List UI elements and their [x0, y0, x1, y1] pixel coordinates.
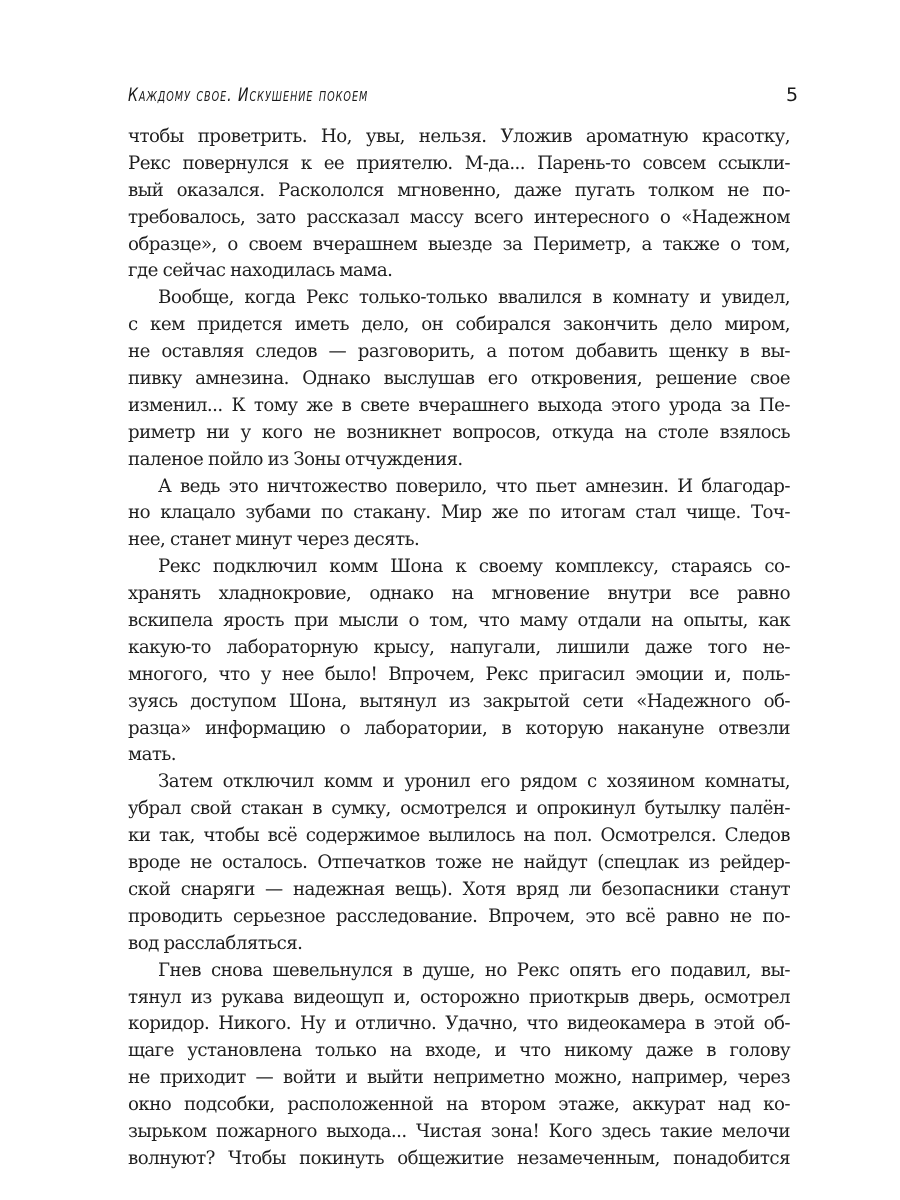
- text-line-content: мать.: [128, 744, 176, 766]
- text-line-content: многого, что у нее было! Впрочем, Рекс пригасил эмоции и, поль-: [128, 663, 790, 685]
- text-line-content: Гнев снова шевельнулся в душе, но Рекс опять его подавил, вы-: [158, 959, 790, 981]
- text-line: [128, 742, 790, 769]
- text-line: [128, 393, 790, 420]
- text-line-content: разца» информацию о лаборатории, в которую накануне отвезли: [128, 717, 790, 739]
- text-line: [128, 689, 790, 716]
- running-title: Каждому свое. Искушение покоем: [128, 84, 369, 106]
- page-number: 5: [786, 84, 799, 106]
- text-line: [128, 850, 790, 877]
- text-line: [128, 151, 790, 178]
- text-line-content: проводить серьезное расследование. Впрочем, это всё равно не по-: [128, 905, 790, 927]
- text-line: [128, 581, 790, 608]
- text-line: [128, 178, 790, 205]
- text-line: [128, 904, 790, 931]
- text-line-content: Вообще, когда Рекс только-только ввалился в комнату и увидел,: [158, 287, 790, 309]
- text-line: [128, 366, 790, 393]
- text-line: [128, 985, 790, 1012]
- text-line-content: не приходит — войти и выйти неприметно можно, например, через: [128, 1067, 790, 1089]
- text-line: [128, 285, 790, 312]
- text-line: [128, 1146, 790, 1173]
- text-line-content: Затем отключил комм и уронил его рядом с хозяином комнаты,: [158, 771, 790, 793]
- text-line-content: чтобы проветрить. Но, увы, нельзя. Уложив ароматную красотку,: [128, 126, 790, 147]
- text-line-content: вод расслабляться.: [128, 932, 303, 954]
- text-line-content: ки так, чтобы всё содержимое вылилось на пол. Осмотрелся. Следов: [128, 825, 790, 847]
- text-line: [128, 1092, 790, 1119]
- text-line-content: зырьком пожарного выхода... Чистая зона! Кого здесь такие мелочи: [128, 1120, 790, 1142]
- text-line: [128, 1119, 790, 1146]
- text-line-content: где сейчас находилась мама.: [128, 260, 393, 282]
- text-line-content: изменил... К тому же в свете вчерашнего выхода этого урода за Пе-: [128, 394, 790, 416]
- text-line: [128, 447, 790, 474]
- text-line-content: зуясь доступом Шона, вытянул из закрытой сети «Надежного об-: [128, 690, 790, 712]
- text-line: [128, 608, 790, 635]
- text-line-content: убрал свой стакан в сумку, осмотрелся и опрокинул бутылку палён-: [128, 798, 790, 820]
- text-line: [128, 474, 790, 501]
- text-line: [128, 931, 790, 958]
- text-line-content: вый оказался. Раскололся мгновенно, даже пугать толком не по-: [128, 179, 790, 201]
- text-line: [128, 635, 790, 662]
- text-line: [128, 958, 790, 985]
- text-line: [128, 716, 790, 743]
- text-line-content: пивку амнезина. Однако выслушав его откровения, решение свое: [128, 368, 790, 390]
- text-line: [128, 232, 790, 259]
- text-line: [128, 500, 790, 527]
- text-line: [128, 823, 790, 850]
- text-line-content: требовалось, зато рассказал массу всего интересного о «Надежном: [128, 206, 790, 228]
- text-line-content: образце», о своем вчерашнем выезде за Периметр, а также о том,: [128, 233, 790, 255]
- text-line: [128, 662, 790, 689]
- text-line: [128, 877, 790, 904]
- text-line: [128, 258, 790, 285]
- text-line: [128, 769, 790, 796]
- text-line-content: тянул из рукава видеощуп и, осторожно приоткрыв дверь, осмотрел: [128, 986, 790, 1008]
- text-line: [128, 124, 790, 151]
- text-line: [128, 554, 790, 581]
- text-line-content: волнуют? Чтобы покинуть общежитие незамеченным, понадобится: [128, 1147, 790, 1169]
- text-line-content: ской снаряги — надежная вещь). Хотя вряд ли безопасники станут: [128, 878, 790, 900]
- text-line-content: Рекс повернулся к ее приятелю. М-да... Парень-то совсем ссыкли-: [128, 152, 790, 174]
- text-line-content: щаге установлена только на входе, и что никому даже в голову: [128, 1040, 790, 1062]
- text-line-content: коридор. Никого. Ну и отлично. Удачно, что видеокамера в этой об-: [128, 1013, 790, 1035]
- text-line-content: нее, станет минут через десять.: [128, 529, 420, 551]
- text-line: [128, 527, 790, 554]
- text-line: [128, 420, 790, 447]
- text-line-content: с кем придется иметь дело, он собирался закончить дело миром,: [128, 314, 790, 336]
- text-line: [128, 1011, 790, 1038]
- text-line-content: вскипела ярость при мысли о том, что маму отдали на опыты, как: [128, 610, 790, 632]
- text-line: [128, 1038, 790, 1065]
- text-line-content: паленое пойло из Зоны отчуждения.: [128, 448, 463, 470]
- text-line: [128, 339, 790, 366]
- text-line: [128, 1065, 790, 1092]
- text-line: [128, 205, 790, 232]
- body-text: [128, 124, 790, 1173]
- text-line: [128, 312, 790, 339]
- text-line-content: но клацало зубами по стакану. Мир же по итогам стал чище. Точ-: [128, 502, 790, 524]
- text-line-content: А ведь это ничтожество поверило, что пьет амнезин. И благодар-: [158, 475, 790, 497]
- text-line-content: риметр ни у кого не возникнет вопросов, откуда на столе взялось: [128, 421, 790, 443]
- text-line-content: Рекс подключил комм Шона к своему комплексу, стараясь со-: [158, 556, 790, 578]
- text-line-content: хранять хладнокровие, однако на мгновение внутри все равно: [128, 583, 790, 605]
- text-line: [128, 796, 790, 823]
- text-line-content: вроде не осталось. Отпечатков тоже не найдут (спецлак из рейдер-: [128, 852, 790, 874]
- text-line-content: не оставляя следов — разговорить, а потом добавить щенку в вы-: [128, 341, 790, 363]
- text-line-content: какую-то лабораторную крысу, напугали, лишили даже того не-: [128, 636, 790, 658]
- text-line-content: окно подсобки, расположенной на втором этаже, аккурат над ко-: [128, 1094, 790, 1116]
